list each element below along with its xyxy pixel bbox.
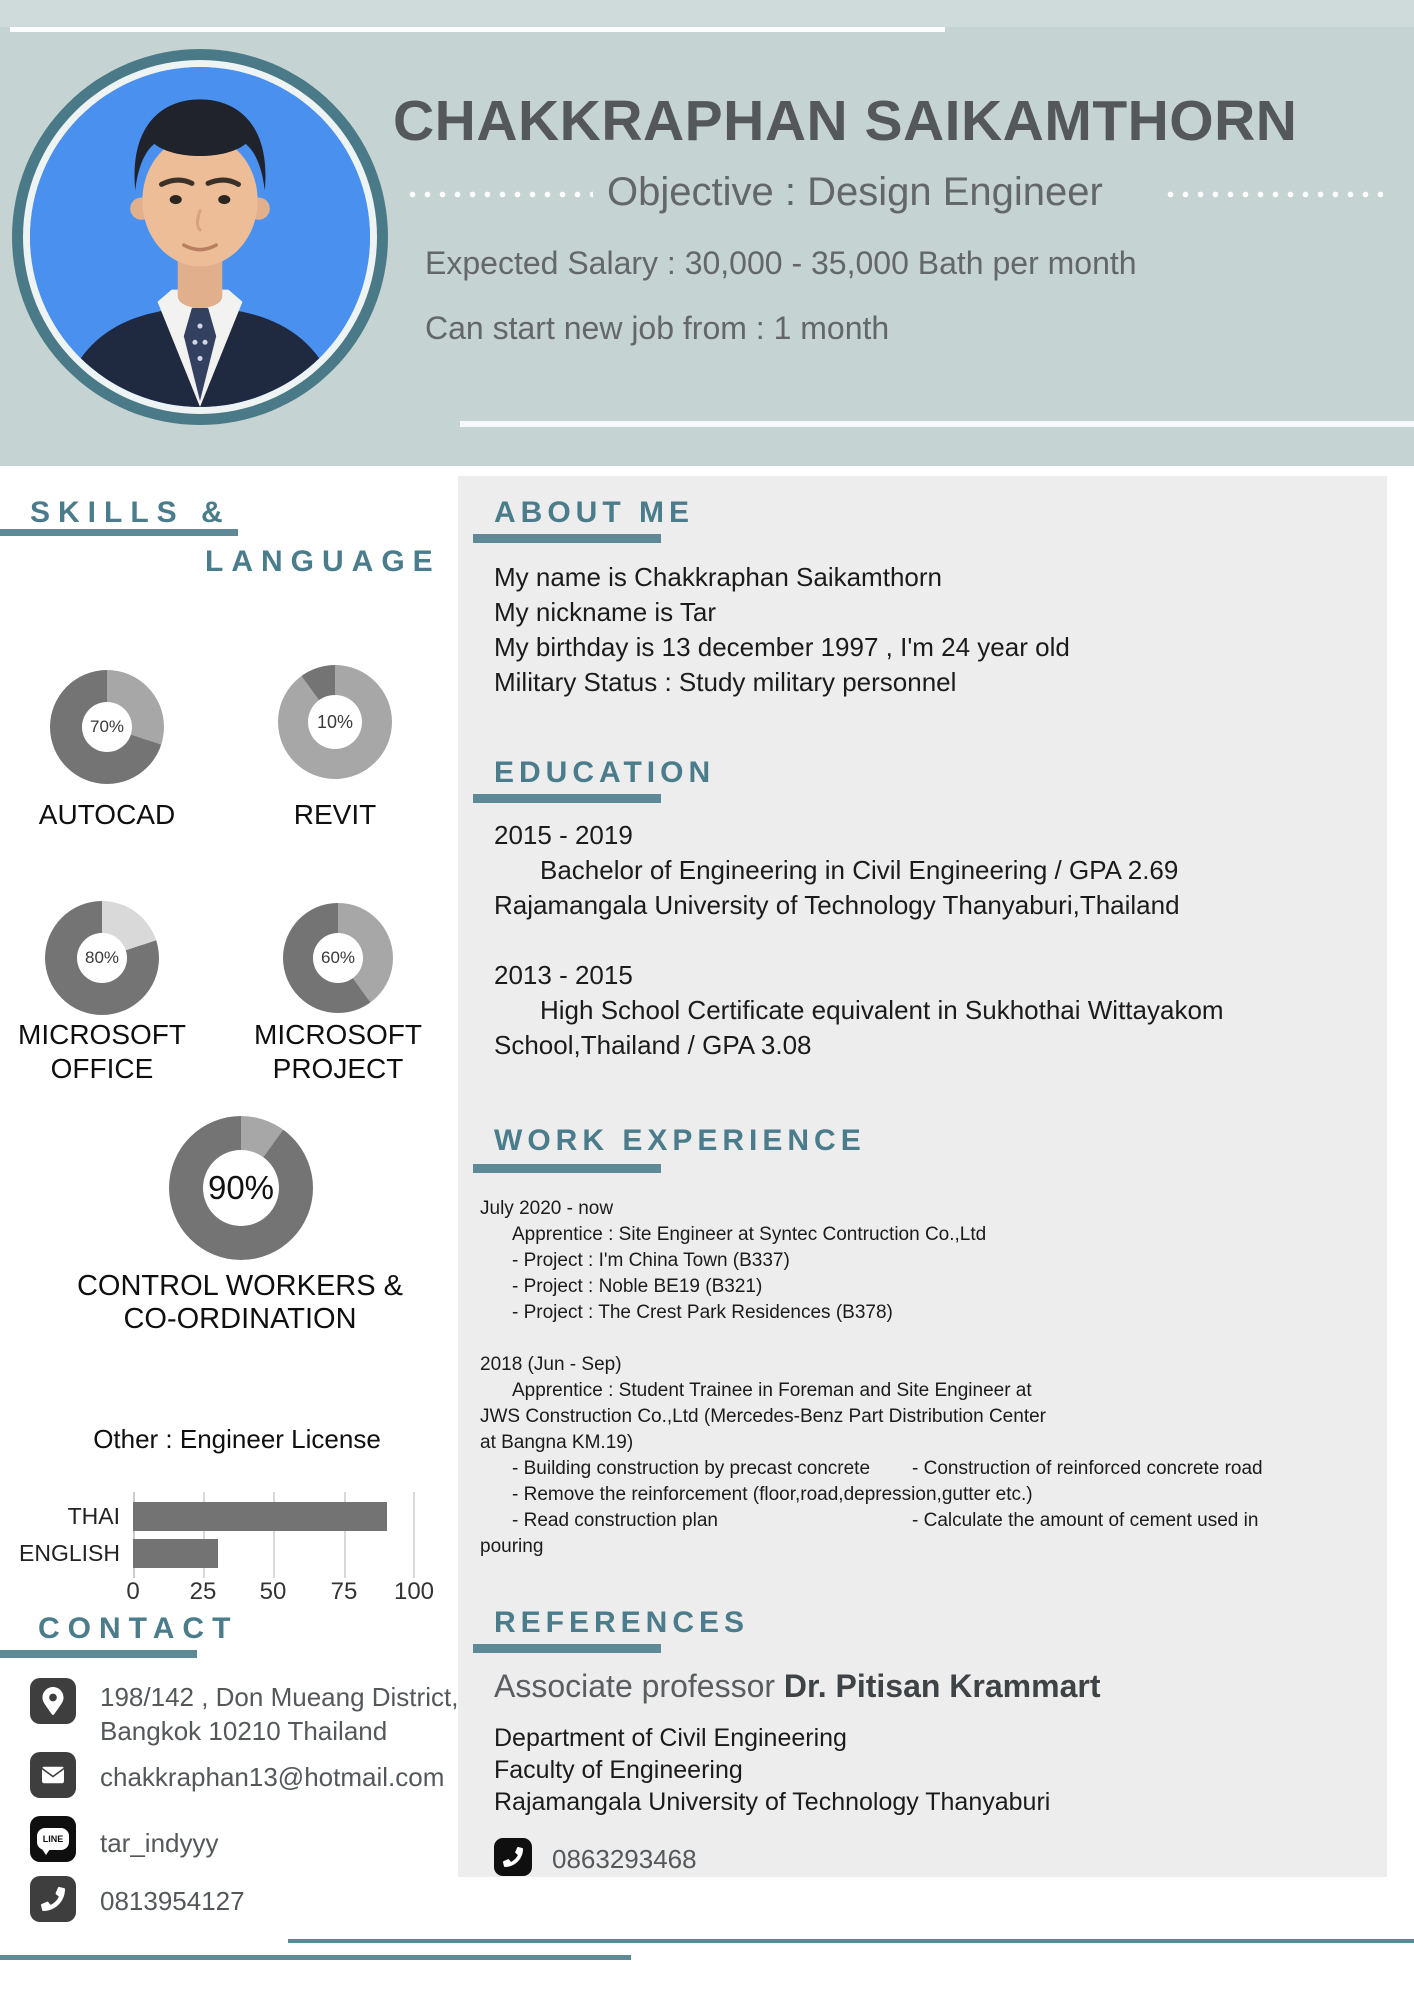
education-school: Rajamangala University of Technology Thanyaburi,Thailand xyxy=(494,890,1180,920)
donut-value-control-workers: 90% xyxy=(203,1150,279,1226)
reference-details xyxy=(494,1722,1050,1818)
job-company: at Bangna KM.19) xyxy=(480,1432,634,1453)
donut-label-control-workers xyxy=(30,1270,450,1336)
expected-salary: Expected Salary : 30,000 - 35,000 Bath per month xyxy=(425,245,1137,281)
education-title-underline xyxy=(473,794,661,803)
contact-address xyxy=(100,1680,458,1748)
reference-line: Rajamangala University of Technology Thanyaburi xyxy=(494,1788,1051,1816)
donut-chart-ms-project xyxy=(283,903,393,1013)
education-school: School,Thailand / GPA 3.08 xyxy=(494,1030,812,1060)
about-title-underline xyxy=(473,534,661,543)
dotted-line-left xyxy=(405,191,593,198)
about-line: My nickname is Tar xyxy=(494,597,717,627)
about-line: My birthday is 13 december 1997 , I'm 24 year old xyxy=(494,632,1070,662)
bar-category-english: ENGLISH xyxy=(19,1540,120,1566)
contact-email: chakkraphan13@hotmail.com xyxy=(100,1762,445,1792)
donut-label-autocad: AUTOCAD xyxy=(38,799,176,830)
reference-name-prefix: Associate professor xyxy=(494,1668,784,1704)
about-line: My name is Chakkraphan Saikamthorn xyxy=(494,562,942,592)
label-line: CONTROL WORKERS & xyxy=(76,1270,403,1302)
education-degree: Bachelor of Engineering in Civil Engineering / GPA 2.69 xyxy=(540,855,1179,885)
language-bar-chart xyxy=(133,1492,415,1578)
job-duty: - Building construction by precast concrete xyxy=(512,1458,871,1479)
work-title-underline xyxy=(473,1164,661,1173)
reference-name-bold: Dr. Pitisan Krammart xyxy=(783,1668,1101,1704)
header xyxy=(0,0,1414,466)
profile-photo xyxy=(30,67,370,407)
donut-label-revit: REVIT xyxy=(293,799,377,830)
axis-tick-100: 100 xyxy=(393,1578,435,1605)
location-icon xyxy=(30,1678,76,1724)
profile-photo-inner-ring xyxy=(23,60,377,414)
email-icon xyxy=(30,1752,76,1798)
skills-title-line1: SKILLS & xyxy=(30,496,231,529)
work-title: WORK EXPERIENCE xyxy=(494,1124,866,1157)
person-portrait-icon xyxy=(30,67,370,407)
reference-phone: 0863293468 xyxy=(552,1844,697,1874)
education-text xyxy=(494,818,1224,1063)
reference-line: Department of Civil Engineering xyxy=(494,1724,847,1752)
candidate-name: CHAKKRAPHAN SAIKAMTHORN xyxy=(393,89,1298,153)
job-period: 2018 (Jun - Sep) xyxy=(480,1354,622,1375)
job-project: - Project : Noble BE19 (B321) xyxy=(512,1276,763,1297)
axis-tick-50: 50 xyxy=(259,1578,287,1605)
line-app-icon xyxy=(30,1816,76,1862)
donut-label-ms-project xyxy=(238,1018,438,1086)
line-bubble: LINE xyxy=(37,1828,69,1850)
education-period: 2015 - 2019 xyxy=(494,820,633,850)
donut-chart-control-workers xyxy=(169,1116,313,1260)
job-duty-row xyxy=(480,1456,1380,1482)
donut-chart-revit xyxy=(278,665,392,779)
decorative-line-bottom-2 xyxy=(0,1955,631,1960)
gridline-100 xyxy=(413,1492,415,1578)
axis-tick-0: 0 xyxy=(126,1578,140,1605)
skills-title-line2: LANGUAGE xyxy=(205,545,441,578)
bar-english xyxy=(133,1539,218,1568)
address-line1: 198/142 , Don Mueang District, xyxy=(100,1682,459,1712)
donut-chart-autocad xyxy=(50,670,164,784)
references-title: REFERENCES xyxy=(494,1606,750,1639)
contact-title-underline xyxy=(0,1650,197,1658)
bar-category-thai: THAI xyxy=(67,1503,120,1529)
education-title: EDUCATION xyxy=(494,756,716,789)
job-duty: pouring xyxy=(480,1536,544,1557)
bar-thai xyxy=(133,1502,387,1531)
contact-title: CONTACT xyxy=(38,1612,239,1645)
donut-value-autocad: 70% xyxy=(82,702,132,752)
label-line: MICROSOFT xyxy=(18,1019,186,1050)
contact-line-id: tar_indyyy xyxy=(100,1828,219,1858)
label-line: OFFICE xyxy=(50,1053,154,1084)
job-project: - Project : I'm China Town (B337) xyxy=(512,1250,790,1271)
reference-name xyxy=(494,1668,1100,1705)
job-duty: - Calculate the amount of cement used in xyxy=(912,1510,1259,1531)
work-job1 xyxy=(480,1196,1380,1326)
job-period: July 2020 - now xyxy=(480,1198,614,1219)
donut-value-ms-project: 60% xyxy=(313,933,363,983)
donut-value-ms-office: 80% xyxy=(77,933,127,983)
reference-phone-icon xyxy=(494,1838,532,1876)
address-line2: Bangkok 10210 Thailand xyxy=(100,1716,388,1746)
donut-value-revit: 10% xyxy=(308,695,362,749)
decorative-line-top xyxy=(10,27,945,32)
job-duty-row xyxy=(480,1508,1380,1534)
phone-icon xyxy=(30,1876,76,1922)
reference-line: Faculty of Engineering xyxy=(494,1756,743,1784)
education-period: 2013 - 2015 xyxy=(494,960,633,990)
label-line: PROJECT xyxy=(272,1053,404,1084)
job-duty: - Construction of reinforced concrete road xyxy=(912,1458,1263,1479)
job-role: Apprentice : Student Trainee in Foreman and Site Engineer at xyxy=(512,1380,1032,1401)
header-top-strip xyxy=(0,0,1414,27)
axis-tick-75: 75 xyxy=(330,1578,358,1605)
other-skill-note: Other : Engineer License xyxy=(93,1424,381,1454)
about-line: Military Status : Study military personnel xyxy=(494,667,957,697)
job-duty: - Remove the reinforcement (floor,road,depression,gutter etc.) xyxy=(512,1484,1033,1505)
donut-chart-ms-office xyxy=(45,901,159,1015)
objective-text: Objective : Design Engineer xyxy=(607,170,1103,214)
contact-phone: 0813954127 xyxy=(100,1886,245,1916)
references-title-underline xyxy=(473,1644,661,1653)
about-title: ABOUT ME xyxy=(494,496,694,529)
job-project: - Project : The Crest Park Residences (B378) xyxy=(512,1302,893,1323)
job-duty: - Read construction plan xyxy=(512,1510,718,1531)
job-company: JWS Construction Co.,Ltd (Mercedes-Benz Part Distribution Center xyxy=(480,1406,1046,1427)
label-line: MICROSOFT xyxy=(254,1019,422,1050)
start-availability: Can start new job from : 1 month xyxy=(425,310,890,346)
label-line: CO-ORDINATION xyxy=(123,1303,357,1335)
skills-title-underline xyxy=(0,529,238,536)
about-text xyxy=(494,560,1070,700)
education-degree: High School Certificate equivalent in Sukhothai Wittayakom xyxy=(540,995,1224,1025)
decorative-line-bottom-1 xyxy=(288,1939,1414,1943)
profile-photo-frame xyxy=(12,49,388,425)
axis-tick-25: 25 xyxy=(189,1578,217,1605)
decorative-line-header-bottom xyxy=(460,421,1414,427)
donut-label-ms-office xyxy=(2,1018,202,1086)
job-role: Apprentice : Site Engineer at Syntec Contruction Co.,Ltd xyxy=(512,1224,987,1245)
dotted-line-right xyxy=(1163,191,1383,198)
work-job2 xyxy=(480,1352,1380,1560)
